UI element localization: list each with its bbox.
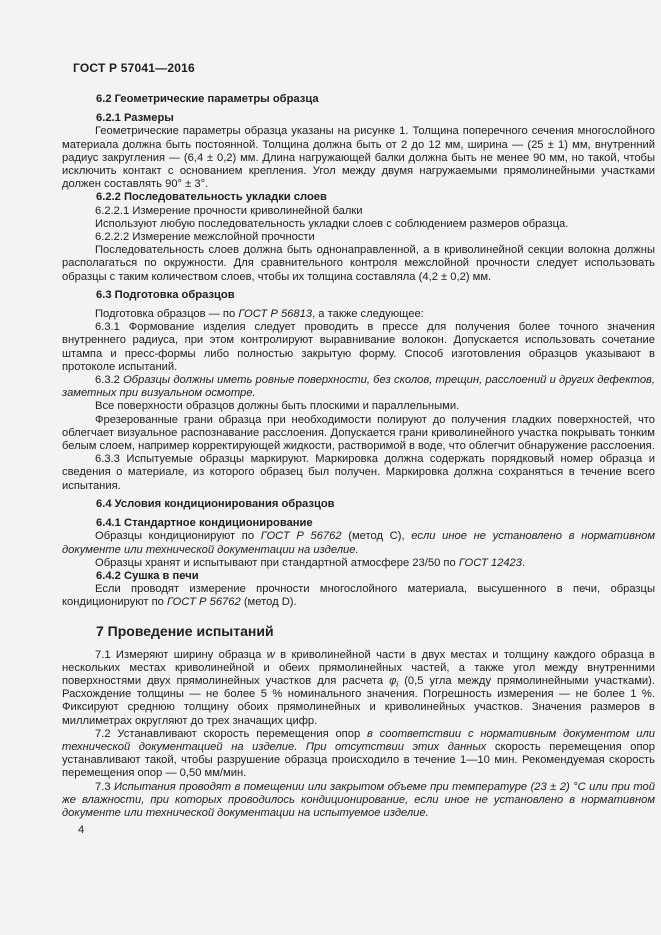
paragraph: Последовательность слоев должна быть однонаправленной, а в криволинейной секции волокна должны располагаться по окружности. Для сравнительного контроля межслойной прочности следует использовать образцы с таким количеством слоев, чтобы их толщина составляла (4,2 ± 0,2) мм.: [62, 244, 655, 283]
clause-heading: 6.2.1 Размеры: [96, 112, 174, 125]
subsection-heading: 6.3 Подготовка образцов: [96, 288, 235, 301]
clause-heading: 6.2.2 Последовательность укладки слоев: [96, 191, 327, 204]
paragraph: Подготовка образцов — по ГОСТ Р 56813, а также следующее:: [95, 308, 424, 321]
paragraph: Образцы кондиционируют по ГОСТ Р 56762 (метод С), если иное не установлено в нормативном документе или технической документации на изделие.: [62, 530, 655, 556]
paragraph: 6.3.2 Образцы должны иметь ровные поверхности, без сколов, трещин, расслоений и других дефектов, заметных при визуальном осмотре.: [62, 374, 655, 400]
paragraph: Образцы хранят и испытывают при стандартной атмосфере 23/50 по ГОСТ 12423.: [95, 556, 526, 569]
subsection-heading: 6.2 Геометрические параметры образца: [96, 93, 319, 105]
paragraph: Фрезерованные грани образца при необходимости полируют до получения гладких поверхностей, что облегчает визуальное распознавание расслоения. Допускается грани криволинейного участка покрывать тонким белым слоем, например корректирующей жидкости, растворимой в воде, что облегчит обнаружение расслоения.: [62, 413, 655, 453]
paragraph: 6.2.2.2 Измерение межслойной прочности: [95, 231, 315, 244]
subsection-heading: 6.4 Условия кондиционирования образцов: [96, 497, 335, 510]
paragraph: 7.3 Испытания проводят в помещении или закрытом объеме при температуре (23 ± 2) °С или при той же влажности, при которых проводилось кондиционирование, если иное не установлено в нормативном документе или технической документации на испытуемое изделие.: [62, 780, 655, 819]
paragraph: 6.2.2.1 Измерение прочности криволинейной балки: [95, 204, 363, 217]
document-content: [62, 93, 655, 820]
paragraph: Все поверхности образцов должны быть плоскими и параллельными.: [95, 400, 460, 413]
paragraph: 7.2 Устанавливают скорость перемещения опор в соответствии с нормативным документом или технической документацией на изделие. При отсутствии этих данных скорость перемещения опор устанавливают такой, чтобы разрушение образца происходило в течение 1—10 мин. Рекомендуемая скорость перемещения опор — 0,50 мм/мин.: [62, 727, 655, 780]
running-header: ГОСТ Р 57041—2016: [73, 61, 195, 75]
paragraph: Геометрические параметры образца указаны на рисунке 1. Толщина поперечного сечения многослойного материала должна быть постоянной. Толщина должна быть от 2 до 12 мм, ширина — (25 ± 1) мм, внутренний радиус закругления — (6,4 ± 0,2) мм. Длина нагружающей балки должна быть не менее 90 мм, но такой, чтобы исключить контакт с основанием крепления. Угол между двумя нагружаемыми прямолинейными участками должен составлять 90° ± 3°.: [62, 125, 655, 191]
clause-heading: 6.4.1 Стандартное кондиционирование: [96, 517, 313, 530]
paragraph: Если проводят измерение прочности многослойного материала, высушенного в печи, образцы кондиционируют по ГОСТ Р 56762 (метод D).: [62, 583, 655, 609]
page-number: 4: [78, 824, 85, 837]
paragraph: 6.3.3 Испытуемые образцы маркируют. Маркировка должна содержать порядковый номер образца и сведения о материале, из которого образец был получен. Маркировка должна сохраняться в течение всего испытания.: [62, 453, 655, 492]
clause-heading: 6.4.2 Сушка в печи: [96, 569, 199, 582]
paragraph: 6.3.1 Формование изделия следует проводить в прессе для получения более точного значения внутреннего радиуса, при этом контролируют выравнивание волокон. Допускается использовать сочетание штампа и пресс-формы либо полностью закрытую форму. Способ изготовления образцов указывают в протоколе испытаний.: [62, 321, 655, 373]
section-heading: 7 Проведение испытаний: [96, 622, 274, 639]
paragraph: 7.1 Измеряют ширину образца w в криволинейной части в двух местах и толщину каждого образца в нескольких местах криволинейной и обеих прямолинейных частей, а также угол между внутренними поверхностями двух прямолинейных участков для расчета $\varphi_i$ (0,5 угла между прямолинейными участками). Расхождение толщины — не более 5 % номинального значения. Погрешность измерения — не более 1 %. Фиксируют среднюю толщину обоих прямолинейных и криволинейных участков. Значения размеров в миллиметрах округляют до трех значащих цифр.: [62, 648, 655, 727]
paragraph: Используют любую последовательность укладки слоев с соблюдением размеров образца.: [95, 217, 569, 230]
